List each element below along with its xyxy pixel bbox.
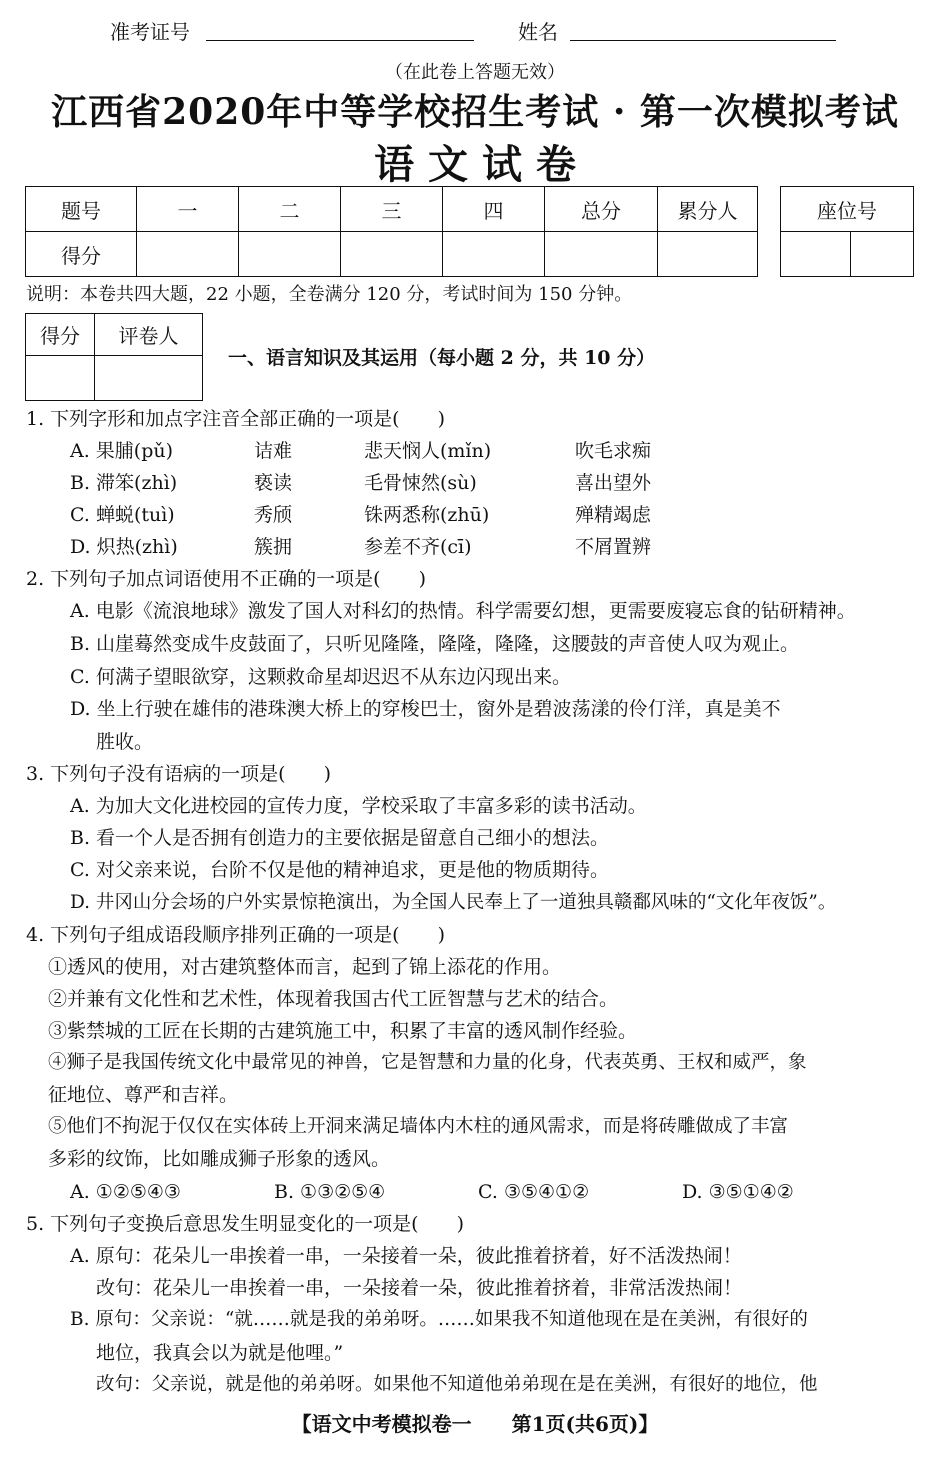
exam-number-label: 准考证号	[110, 20, 190, 44]
page-footer: 【语文中考模拟卷一 第1页(共6页)】	[291, 1412, 659, 1436]
q2-option-d-line2: 胜收。	[96, 731, 154, 753]
q1-option-d-1: D. 炽热(zhì)	[70, 536, 178, 558]
score-table-header: 题号	[26, 187, 137, 232]
score-table-header: 二	[239, 187, 341, 232]
q4-option-d: D. ③⑤①④②	[682, 1181, 794, 1203]
name-field[interactable]	[570, 18, 836, 41]
grader-score-cell[interactable]	[26, 356, 95, 401]
q1-option-d-4: 不屑置辨	[575, 536, 652, 558]
score-table	[25, 186, 758, 277]
q4-sentence-5-line2: 多彩的纹饰，比如雕成狮子形象的透风。	[48, 1148, 391, 1170]
question-stem: 2. 下列句子加点词语使用不正确的一项是( )	[26, 568, 426, 590]
question-stem: 1. 下列字形和加点字注音全部正确的一项是( )	[26, 408, 445, 430]
q4-sentence-1: ①透风的使用，对古建筑整体而言，起到了锦上添花的作用。	[48, 956, 562, 978]
q1-option-c-4: 殚精竭虑	[575, 504, 652, 526]
q3-option-b: B. 看一个人是否拥有创造力的主要依据是留意自己细小的想法。	[70, 827, 610, 849]
score-cell[interactable]	[239, 232, 341, 277]
q1-option-a-1: A. 果脯(pǔ)	[70, 440, 174, 462]
q5-option-a-original: A. 原句：花朵儿一串挨着一串，一朵接着一朵，彼此推着挤着，好不活泼热闹！	[70, 1245, 742, 1267]
grader-name-cell[interactable]	[95, 356, 203, 401]
q5-option-b-original-line2: 地位，我真会以为就是他哩。”	[96, 1342, 344, 1364]
q1-option-a-4: 吹毛求痴	[575, 440, 652, 462]
q4-sentence-2: ②并兼有文化性和艺术性，体现着我国古代工匠智慧与艺术的结合。	[48, 988, 619, 1010]
q5-option-b-changed: 改句：父亲说，就是他的弟弟呀。如果他不知道他弟弟现在是在美洲，有很好的地位，他	[96, 1374, 818, 1395]
section-heading: 一、语言知识及其运用（每小题 2 分，共 10 分）	[228, 347, 656, 369]
seat-cell[interactable]	[781, 232, 851, 277]
score-table-header: 三	[341, 187, 443, 232]
instructions: 说明：本卷共四大题，22 小题，全卷满分 120 分，考试时间为 150 分钟。	[26, 284, 633, 305]
score-cell[interactable]	[658, 232, 758, 277]
name-label: 姓名	[518, 20, 558, 44]
q3-option-c: C. 对父亲来说，台阶不仅是他的精神追求，更是他的物质期待。	[70, 859, 609, 881]
q1-option-d-3: 参差不齐(cī)	[364, 536, 472, 558]
q3-option-d: D. 井冈山分会场的户外实景惊艳演出，为全国人民奉上了一道独具赣鄱风味的“文化年夜饭”。	[70, 892, 837, 913]
invalid-note: （在此卷上答题无效）	[385, 62, 565, 83]
q3-option-a: A. 为加大文化进校园的宣传力度，学校采取了丰富多彩的读书活动。	[70, 795, 647, 817]
q1-option-a-3: 悲天悯人(mǐn)	[364, 440, 492, 462]
q5-option-a-changed: 改句：花朵儿一串挨着一串，一朵接着一朵，彼此推着挤着，非常活泼热闹！	[96, 1277, 743, 1299]
seat-table	[780, 186, 914, 277]
q1-option-b-1: B. 滞笨(zhì)	[70, 472, 178, 494]
q2-option-c: C. 何满子望眼欲穿，这颗救命星却迟迟不从东边闪现出来。	[70, 666, 571, 688]
q2-option-d-line1: D. 坐上行驶在雄伟的港珠澳大桥上的穿梭巴士，窗外是碧波荡漾的伶仃洋，真是美不	[70, 698, 781, 720]
q2-option-a: A. 电影《流浪地球》激发了国人对科幻的热情。科学需要幻想，更需要废寝忘食的钻研精神。	[70, 600, 856, 622]
score-table-header: 累分人	[658, 187, 758, 232]
q2-option-b: B. 山崖蓦然变成牛皮鼓面了，只听见隆隆，隆隆，隆隆，这腰鼓的声音使人叹为观止。	[70, 633, 800, 655]
score-cell[interactable]	[137, 232, 239, 277]
exam-title: 江西省2020年中等学校招生考试 · 第一次模拟考试	[51, 91, 899, 133]
q1-option-c-1: C. 蝉蜕(tuì)	[70, 504, 175, 526]
q4-option-b: B. ①③②⑤④	[274, 1181, 386, 1203]
q5-option-b-original-line1: B. 原句：父亲说：“就……就是我的弟弟呀。……如果我不知道他现在是在美洲，有很好的	[70, 1309, 808, 1330]
seat-cell[interactable]	[851, 232, 914, 277]
question-stem: 5. 下列句子变换后意思发生明显变化的一项是( )	[26, 1213, 464, 1235]
score-cell[interactable]	[443, 232, 545, 277]
q4-sentence-3: ③紫禁城的工匠在长期的古建筑施工中，积累了丰富的透风制作经验。	[48, 1020, 638, 1042]
q1-option-d-2: 簇拥	[254, 536, 293, 558]
score-table-header: 总分	[545, 187, 658, 232]
score-table-header: 一	[137, 187, 239, 232]
q1-option-b-2: 亵读	[254, 472, 293, 494]
exam-number-field[interactable]	[206, 18, 474, 41]
q1-option-c-2: 秀颀	[254, 504, 293, 526]
seat-label: 座位号	[781, 187, 914, 232]
q1-option-b-3: 毛骨悚然(sù)	[364, 472, 477, 494]
grader-name-label: 评卷人	[95, 314, 203, 356]
question-stem: 3. 下列句子没有语病的一项是( )	[26, 763, 331, 785]
q1-option-c-3: 铢两悉称(zhū)	[364, 504, 490, 526]
grader-box	[25, 313, 203, 401]
q4-option-c: C. ③⑤④①②	[478, 1181, 590, 1203]
score-table-header: 四	[443, 187, 545, 232]
score-cell[interactable]	[545, 232, 658, 277]
grader-score-label: 得分	[26, 314, 95, 356]
q4-sentence-4-line1: ④狮子是我国传统文化中最常见的神兽，它是智慧和力量的化身，代表英勇、王权和威严，象	[48, 1052, 807, 1073]
q1-option-a-2: 诘难	[254, 440, 293, 462]
paper-subtitle: 语 文 试 卷	[374, 141, 576, 188]
q4-option-a: A. ①②⑤④③	[70, 1181, 181, 1203]
question-stem: 4. 下列句子组成语段顺序排列正确的一项是( )	[26, 924, 445, 946]
score-row-label: 得分	[26, 232, 137, 277]
score-cell[interactable]	[341, 232, 443, 277]
q1-option-b-4: 喜出望外	[575, 472, 652, 494]
candidate-info-row	[110, 14, 850, 44]
q4-sentence-4-line2: 征地位、尊严和吉祥。	[48, 1084, 239, 1106]
q4-sentence-5-line1: ⑤他们不拘泥于仅仅在实体砖上开洞来满足墙体内木柱的通风需求，而是将砖雕做成了丰富	[48, 1116, 789, 1137]
